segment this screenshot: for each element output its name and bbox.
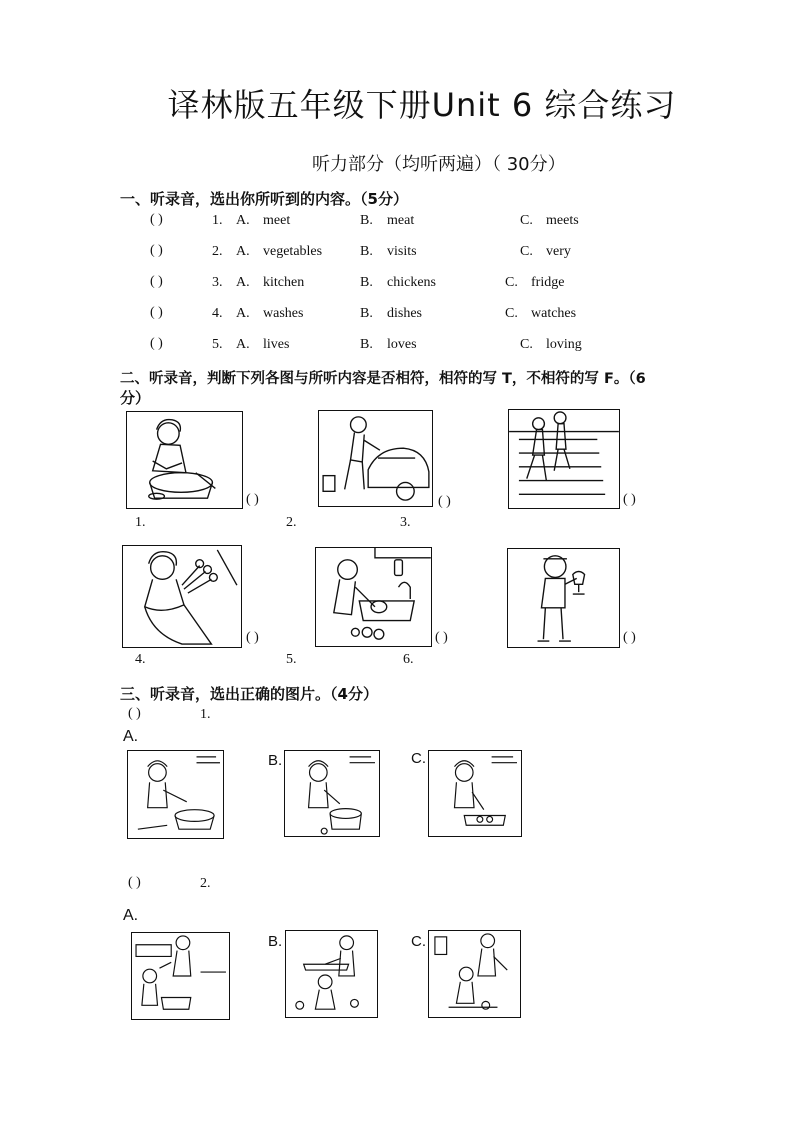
girl-with-flowers-picture: [122, 545, 242, 648]
answer-blank[interactable]: ( ): [128, 706, 141, 721]
question-number: 2.: [212, 244, 223, 259]
page-subtitle: 听力部分（均听两遍）（ 30分）: [312, 154, 566, 175]
option-b: chickens: [387, 275, 436, 290]
part1-heading: 一、听录音，选出你所听到的内容。（5分）: [120, 190, 408, 208]
girl-cooking-picture-b[interactable]: [284, 750, 380, 837]
answer-blank[interactable]: ( ): [150, 305, 163, 320]
judge-blank-2[interactable]: ( ): [438, 494, 451, 509]
girl-cooking-picture-a[interactable]: [127, 750, 224, 839]
option-a: kitchen: [263, 275, 305, 290]
option-a-label: A.: [236, 306, 250, 321]
option-a: washes: [263, 306, 304, 321]
picture-number-4: 4.: [135, 652, 146, 667]
answer-blank[interactable]: ( ): [150, 274, 163, 289]
question-number: 1.: [212, 213, 223, 228]
boy-washing-dishes-picture: [315, 547, 432, 647]
option-c-label: C.: [505, 306, 518, 321]
option-a-label: A.: [236, 213, 250, 228]
part2-heading: 二、听录音，判断下列各图与所听内容是否相符，相符的写 T，不相符的写 F。（6: [120, 371, 646, 387]
question-number: 2.: [200, 876, 211, 891]
option-b-label: B.: [360, 244, 373, 259]
option-c-label: C.: [520, 244, 533, 259]
judge-blank-5[interactable]: ( ): [435, 630, 448, 645]
option-c-label: C.: [411, 750, 426, 767]
option-b-label: B.: [360, 306, 373, 321]
option-a-label: A.: [123, 728, 139, 745]
option-a-label: A.: [123, 907, 139, 924]
question-number: 3.: [212, 275, 223, 290]
part2-heading-cont: 分）: [120, 389, 151, 407]
option-a-label: A.: [236, 244, 250, 259]
mother-daughter-picture-c[interactable]: [428, 930, 521, 1018]
boy-washing-clothes-picture: [126, 411, 243, 509]
picture-number-2: 2.: [286, 515, 297, 530]
option-b: meat: [387, 213, 415, 228]
option-b-label: B.: [268, 752, 283, 769]
picture-number-6: 6.: [403, 652, 414, 667]
picture-number-3: 3.: [400, 515, 411, 530]
option-c: fridge: [531, 275, 565, 290]
question-number: 5.: [212, 337, 223, 352]
mother-daughter-picture-b[interactable]: [285, 930, 378, 1018]
option-c-label: C.: [505, 275, 518, 290]
option-a: vegetables: [263, 244, 323, 259]
judge-blank-4[interactable]: ( ): [246, 630, 259, 645]
judge-blank-6[interactable]: ( ): [623, 630, 636, 645]
option-b-label: B.: [360, 275, 373, 290]
mother-daughter-picture-a[interactable]: [131, 932, 230, 1020]
question-number: 4.: [212, 306, 223, 321]
option-b: loves: [387, 337, 417, 352]
answer-blank[interactable]: ( ): [128, 875, 141, 890]
man-washing-car-picture: [318, 410, 433, 507]
part3-heading: 三、听录音，选出正确的图片。（4分）: [120, 685, 378, 703]
option-c-label: C.: [520, 213, 533, 228]
picture-number-5: 5.: [286, 652, 297, 667]
answer-blank[interactable]: ( ): [150, 336, 163, 351]
answer-blank[interactable]: ( ): [150, 212, 163, 227]
option-c-label: C.: [520, 337, 533, 352]
option-b-label: B.: [360, 337, 373, 352]
judge-blank-1[interactable]: ( ): [246, 492, 259, 507]
judge-blank-3[interactable]: ( ): [623, 492, 636, 507]
option-b-label: B.: [268, 933, 283, 950]
boy-with-trophy-picture: [507, 548, 620, 648]
option-b-label: B.: [360, 213, 373, 228]
option-c: meets: [546, 213, 579, 228]
option-a-label: A.: [236, 275, 250, 290]
option-b: dishes: [387, 306, 422, 321]
girl-chopping-picture-c[interactable]: [428, 750, 522, 837]
option-c-label: C.: [411, 933, 426, 950]
question-number: 1.: [200, 707, 211, 722]
option-a: lives: [263, 337, 290, 352]
option-c: very: [546, 244, 571, 259]
option-b: visits: [387, 244, 417, 259]
children-crossing-road-picture: [508, 409, 620, 509]
page-title: 译林版五年级下册Unit 6 综合练习: [167, 86, 677, 124]
option-c: loving: [546, 337, 582, 352]
answer-blank[interactable]: ( ): [150, 243, 163, 258]
picture-number-1: 1.: [135, 515, 146, 530]
option-a: meet: [263, 213, 291, 228]
option-a-label: A.: [236, 337, 250, 352]
option-c: watches: [531, 306, 577, 321]
